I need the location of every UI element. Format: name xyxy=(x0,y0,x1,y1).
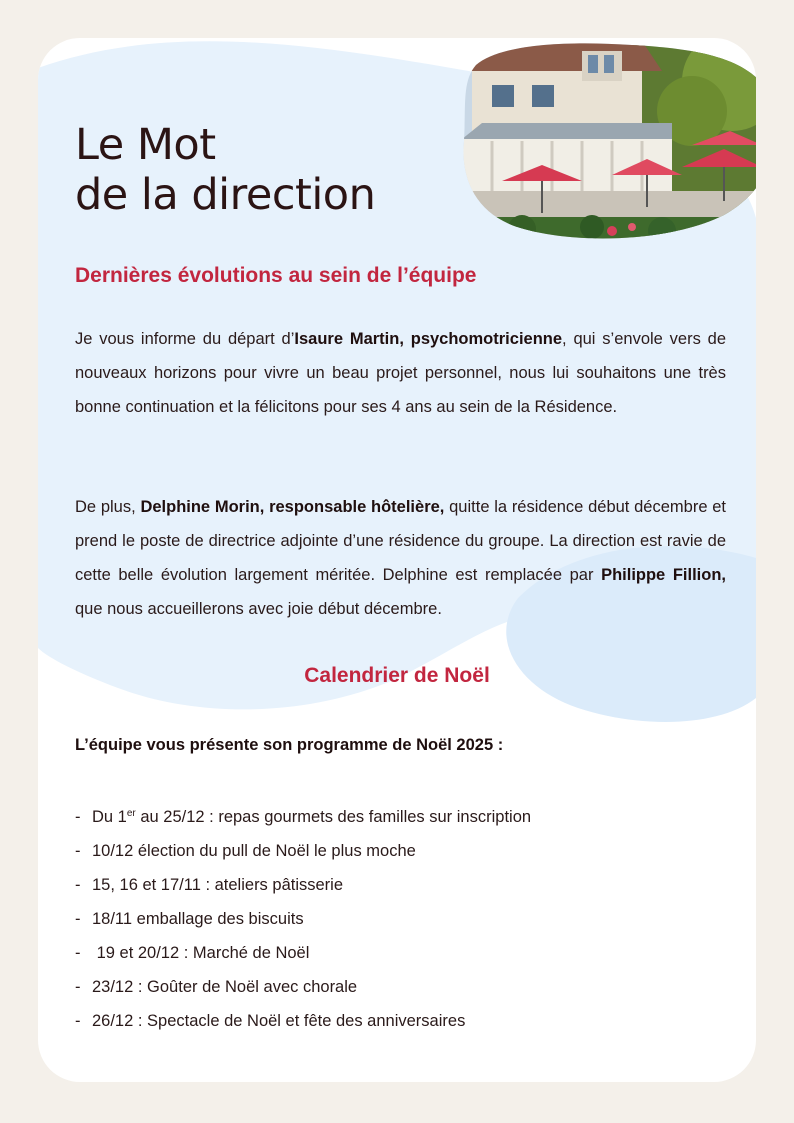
list-item: - 18/11 emballage des biscuits xyxy=(75,902,531,936)
calendar-section-heading: Calendrier de Noël xyxy=(304,664,490,687)
list-item: - 15, 16 et 17/11 : ateliers pâtisserie xyxy=(75,868,531,902)
staff-name-isaure: Isaure Martin, psychomotricienne xyxy=(294,330,563,348)
list-dash: - xyxy=(75,944,81,962)
list-dash: - xyxy=(75,910,81,928)
list-item: - 19 et 20/12 : Marché de Noël xyxy=(75,936,531,970)
program-list xyxy=(75,800,531,1038)
list-item: - 26/12 : Spectacle de Noël et fête des anniversaires xyxy=(75,1004,531,1038)
list-dash: - xyxy=(75,808,81,826)
list-dash: - xyxy=(75,1012,81,1030)
program-intro: L’équipe vous présente son programme de Noël 2025 : xyxy=(75,736,504,754)
team-paragraph-1: Je vous informe du départ d’Isaure Martin, psychomotricienne, qui s’envole vers de nouveaux horizons pour vivre un beau projet personnel, nous lui souhaitons une très bonne continuation et la félicitons pour ses 4 ans au sein de la Résidence. xyxy=(75,330,727,416)
list-dash: - xyxy=(75,978,81,996)
list-dash: - xyxy=(75,876,81,894)
staff-name-philippe: Philippe Fillion, xyxy=(601,566,726,584)
title-line-2: de la direction xyxy=(75,170,376,220)
team-paragraph-2: De plus, Delphine Morin, responsable hôtelière, quitte la résidence début décembre et prend le poste de directrice adjointe d’une résidence du groupe. La direction est ravie de cette belle évolution largement méritée. Delphine est remplacée par Philippe Fillion, que nous accueillerons avec joie début décembre. xyxy=(75,498,726,618)
newsletter-card xyxy=(38,38,756,1082)
page-title xyxy=(75,120,375,220)
title-line-1: Le Mot xyxy=(75,120,216,170)
residence-photo xyxy=(462,41,756,243)
team-section-heading: Dernières évolutions au sein de l’équipe xyxy=(75,264,477,287)
list-item: - 23/12 : Goûter de Noël avec chorale xyxy=(75,970,531,1004)
staff-name-delphine: Delphine Morin, responsable hôtelière, xyxy=(140,498,445,516)
list-item: - 10/12 élection du pull de Noël le plus moche xyxy=(75,834,531,868)
list-item: - Du 1er au 25/12 : repas gourmets des familles sur inscription xyxy=(75,800,531,834)
list-dash: - xyxy=(75,842,81,860)
